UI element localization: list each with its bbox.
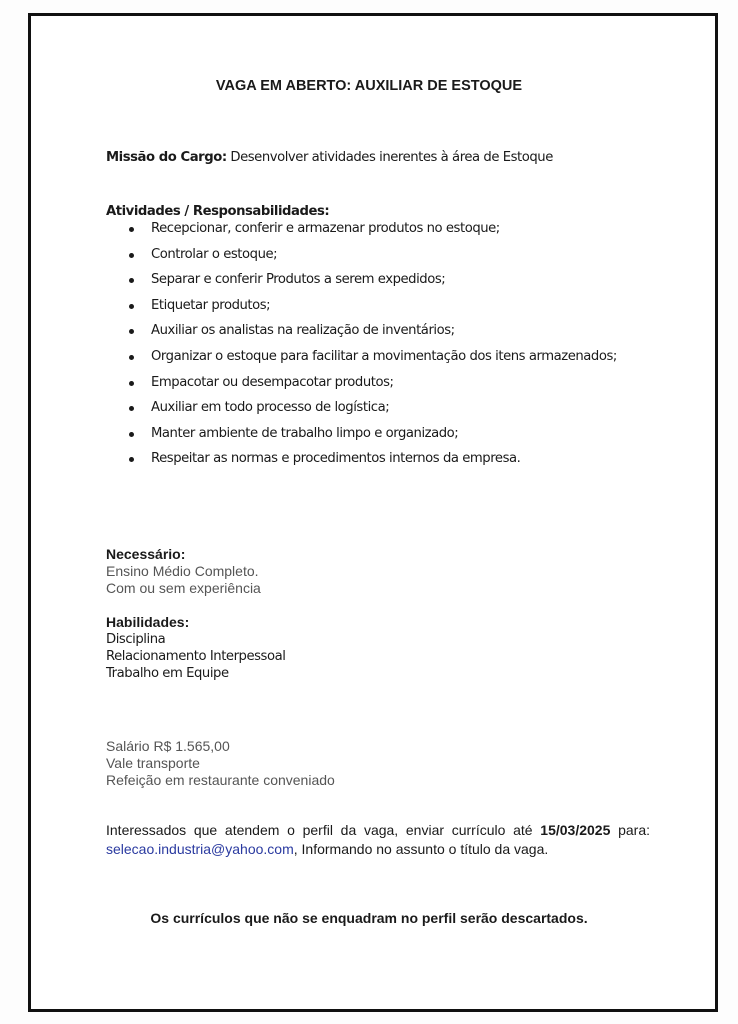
application-instructions: Interessados que atendem o perfil da vaga, enviar currículo até 15/03/2025 para: selecao.industria@yahoo.com, Informando no assunto o título da vaga. (106, 822, 650, 857)
page-title: VAGA EM ABERTO: AUXILIAR DE ESTOQUE (215, 78, 523, 94)
requirements-heading: Necessário: (106, 546, 186, 562)
mission-label: Missão do Cargo: (106, 150, 227, 165)
benefit-item: Refeição em restaurante conveniado (106, 772, 335, 788)
deadline-date: 15/03/2025 (540, 822, 611, 838)
requirement-item: Ensino Médio Completo. (106, 563, 259, 579)
bullet-icon (129, 253, 134, 258)
skill-item: Disciplina (106, 632, 166, 647)
skills-section (106, 614, 285, 682)
skills-heading: Habilidades: (106, 614, 190, 630)
mission-text: Desenvolver atividades inerentes à área de Estoque (230, 150, 553, 165)
activities-list (106, 220, 617, 476)
benefit-item: Vale transporte (106, 755, 200, 771)
list-item: Auxiliar em todo processo de logística; (106, 399, 128, 425)
activities-heading: Atividades / Responsabilidades: (106, 204, 330, 219)
requirement-item: Com ou sem experiência (106, 580, 261, 596)
list-item: Manter ambiente de trabalho limpo e organizado; (106, 425, 128, 451)
email-link[interactable]: selecao.industria@yahoo.com (106, 841, 294, 857)
benefits-section (106, 738, 335, 789)
list-item: Organizar o estoque para facilitar a movimentação dos itens armazenados; (106, 348, 128, 374)
bullet-icon (129, 304, 134, 309)
mission-line (106, 150, 553, 165)
bullet-icon (129, 355, 134, 360)
skill-item: Trabalho em Equipe (106, 666, 229, 681)
list-item: Respeitar as normas e procedimentos internos da empresa. (106, 450, 128, 476)
benefit-salary: Salário R$ 1.565,00 (106, 738, 230, 754)
list-item: Recepcionar, conferir e armazenar produtos no estoque; (106, 220, 128, 246)
list-item: Etiquetar produtos; (106, 297, 128, 323)
list-item: Controlar o estoque; (106, 246, 128, 272)
skill-item: Relacionamento Interpessoal (106, 649, 286, 664)
bullet-icon (129, 227, 134, 232)
bullet-icon (129, 381, 134, 386)
bullet-icon (129, 432, 134, 437)
list-item: Separar e conferir Produtos a serem expedidos; (106, 271, 128, 297)
list-item: Empacotar ou desempacotar produtos; (106, 374, 128, 400)
requirements-section (106, 546, 261, 597)
footer-note: Os currículos que não se enquadram no perfil serão descartados. (150, 910, 588, 926)
list-item: Auxiliar os analistas na realização de inventários; (106, 322, 128, 348)
